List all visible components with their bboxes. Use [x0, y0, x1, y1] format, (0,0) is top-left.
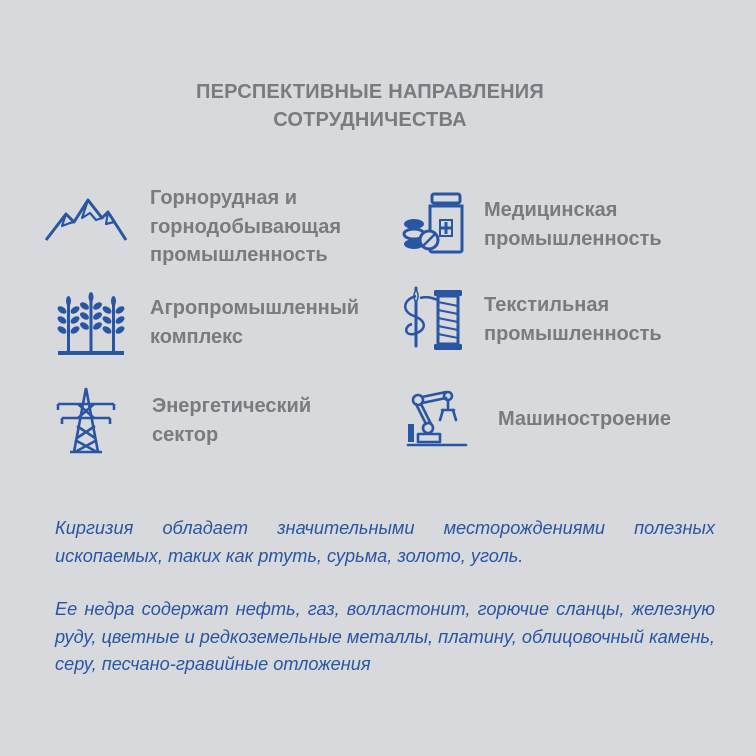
- page-title-line-1: ПЕРСПЕКТИВНЫЕ НАПРАВЛЕНИЯ: [196, 81, 544, 103]
- direction-textile-label: Текстильная промышленность: [484, 294, 662, 345]
- wheat-icon: [56, 290, 126, 358]
- robotic-arm-icon: [406, 388, 468, 448]
- power-line-tower-icon: [54, 386, 118, 454]
- paragraph-subsoil: Ее недра содержат нефть, газ, волластонит, горючие сланцы, железную руду, цветные и редкоземельные металлы, платину, облицовочный камень, серу, песчано-гравийные отложения: [55, 599, 715, 674]
- medicine-bottle-pills-icon: [402, 192, 468, 254]
- page-title-line-2: СОТРУДНИЧЕСТВА: [273, 109, 467, 131]
- thread-spool-needle-icon: [400, 286, 466, 354]
- direction-medical-label: Медицинская промышленность: [484, 199, 662, 250]
- paragraph-minerals: Киргизия обладает значительными месторождениями полезных ископаемых, таких как ртуть, сурьма, золото, уголь.: [55, 518, 715, 566]
- direction-agro-label: Агропромышленный комплекс: [150, 297, 360, 348]
- direction-energy-label: Энергетический сектор: [152, 395, 312, 446]
- direction-machinery-label: Машиностроение: [498, 408, 671, 430]
- direction-mining-label: Горнорудная и горнодобывающая промышленность: [150, 187, 342, 266]
- mountains-icon: [44, 196, 128, 244]
- page-title: [0, 78, 740, 134]
